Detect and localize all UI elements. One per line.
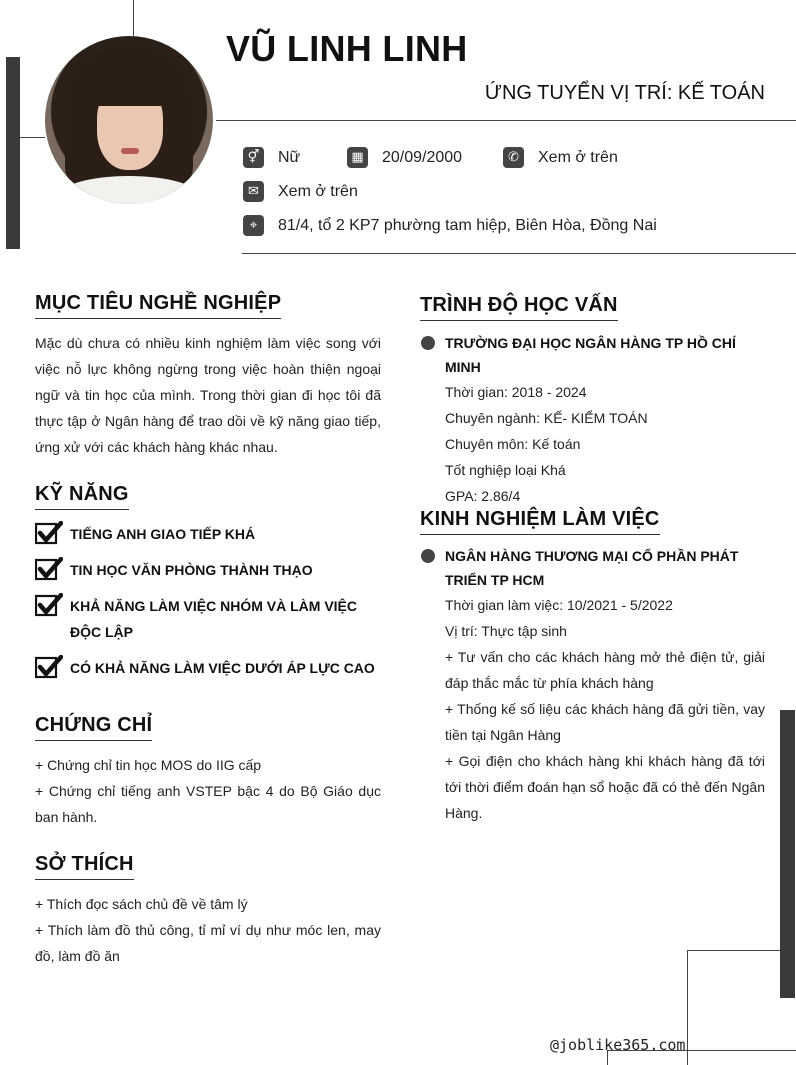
education-line: Thời gian: 2018 - 2024 [445, 384, 587, 400]
contact-address [243, 215, 657, 236]
skill-label: TIẾNG ANH GIAO TIẾP KHÁ [70, 526, 256, 542]
education-line: Tốt nghiệp loại Khá [445, 462, 566, 478]
experience-bullet [421, 549, 435, 563]
skill-item [35, 557, 381, 583]
applied-position: ỨNG TUYỂN VỊ TRÍ: KẾ TOÁN [484, 82, 765, 104]
birthday-value: 20/09/2000 [382, 148, 463, 166]
phone-value: Xem ở trên [538, 148, 618, 166]
calendar-icon: ▦ [347, 147, 368, 168]
skill-item [35, 655, 381, 681]
watermark: @joblike365.com [550, 1036, 686, 1054]
checkbox-checked-icon [35, 655, 63, 679]
school-name: TRƯỜNG ĐẠI HỌC NGÂN HÀNG TP HỒ CHÍ MINH [445, 335, 736, 375]
education-line: Chuyên môn: Kế toán [445, 436, 581, 452]
experience-line: + Thống kế số liệu các khách hàng đã gửi tiền, vay tiền tại Ngân Hàng [445, 701, 765, 743]
education-line: GPA: 2.86/4 [445, 488, 521, 504]
experience-line: Vị trí: Thực tập sinh [445, 623, 567, 639]
contact-email [243, 181, 358, 202]
right-accent-bar [780, 710, 795, 998]
checkbox-checked-icon [35, 557, 63, 581]
certificate-item: + Chứng chỉ tiếng anh VSTEP bậc 4 do Bộ Giáo dục ban hành. [35, 783, 381, 825]
address-value: 81/4, tổ 2 KP7 phường tam hiệp, Biên Hòa, Đồng Nai [278, 216, 657, 234]
left-accent-bar [6, 57, 20, 249]
company-name: NGÂN HÀNG THƯƠNG MẠI CỔ PHẦN PHÁT TRIỂN TP HCM [445, 548, 739, 588]
header-divider [216, 120, 796, 121]
hobby-item: + Thích làm đồ thủ công, tỉ mỉ ví dụ như móc len, may đồ, làm đồ ăn [35, 922, 381, 964]
top-divider-vertical [133, 0, 134, 36]
hobbies-list [35, 891, 381, 969]
skill-label: TIN HỌC VĂN PHÒNG THÀNH THẠO [70, 562, 313, 578]
checkbox-checked-icon [35, 521, 63, 545]
experience-line: + Gọi điện cho khách hàng khi khách hàng đã tới tới thời điểm đoán hạn sổ hoặc đã có thẻ đến Ngân Hàng. [445, 753, 765, 821]
education-line: Chuyên ngành: KẾ- KIỂM TOÁN [445, 410, 648, 426]
education-item [445, 331, 765, 509]
certificate-item: + Chứng chỉ tin học MOS do IIG cấp [35, 757, 262, 773]
gender-value: Nữ [278, 148, 301, 166]
contact-phone [503, 147, 618, 168]
experience-line: Thời gian làm việc: 10/2021 - 5/2022 [445, 597, 673, 613]
left-bracket-h [20, 137, 45, 138]
footer-frame-left [687, 950, 688, 1065]
experience-title: KINH NGHIỆM LÀM VIỆC [420, 508, 660, 535]
experience-item [445, 544, 765, 826]
hobbies-title: SỞ THÍCH [35, 853, 134, 880]
skill-label: KHẢ NĂNG LÀM VIỆC NHÓM VÀ LÀM VIỆC ĐỘC LẬP [70, 598, 357, 640]
phone-icon: ✆ [503, 147, 524, 168]
mail-icon: ✉ [243, 181, 264, 202]
skills-title: KỸ NĂNG [35, 483, 129, 510]
education-bullet [421, 336, 435, 350]
avatar [45, 36, 213, 204]
skill-item [35, 521, 381, 547]
candidate-name: VŨ LINH LINH [226, 28, 468, 69]
email-value: Xem ở trên [278, 182, 358, 200]
gender-icon: ⚥ [243, 147, 264, 168]
certificates-list [35, 752, 381, 830]
checkbox-checked-icon [35, 593, 63, 617]
contact-divider [242, 253, 796, 254]
education-title: TRÌNH ĐỘ HỌC VẤN [420, 294, 618, 321]
certificates-title: CHỨNG CHỈ [35, 714, 152, 741]
experience-line: + Tư vấn cho các khách hàng mở thẻ điện tử, giải đáp thắc mắc từ phía khách hàng [445, 649, 765, 691]
location-icon: ⌖ [243, 215, 264, 236]
footer-frame-top [687, 950, 780, 951]
contact-gender [243, 147, 300, 168]
objective-title: MỤC TIÊU NGHỀ NGHIỆP [35, 292, 281, 319]
objective-text: Mặc dù chưa có nhiều kinh nghiệm làm việc song với việc nỗ lực không ngừng trong việc hoàn thiện ngoại ngữ và tin học của mình. Trong thời gian đi học tôi đã thực tập ở Ngân hàng để trao dồi về kỹ năng giao tiếp, ứng xử với các khách hàng khác nhau. [35, 335, 381, 455]
skill-item [35, 593, 381, 645]
skill-label: CÓ KHẢ NĂNG LÀM VIỆC DƯỚI ÁP LỰC CAO [70, 660, 375, 676]
hobby-item: + Thích đọc sách chủ đề về tâm lý [35, 896, 248, 912]
contact-birthday [347, 147, 462, 168]
